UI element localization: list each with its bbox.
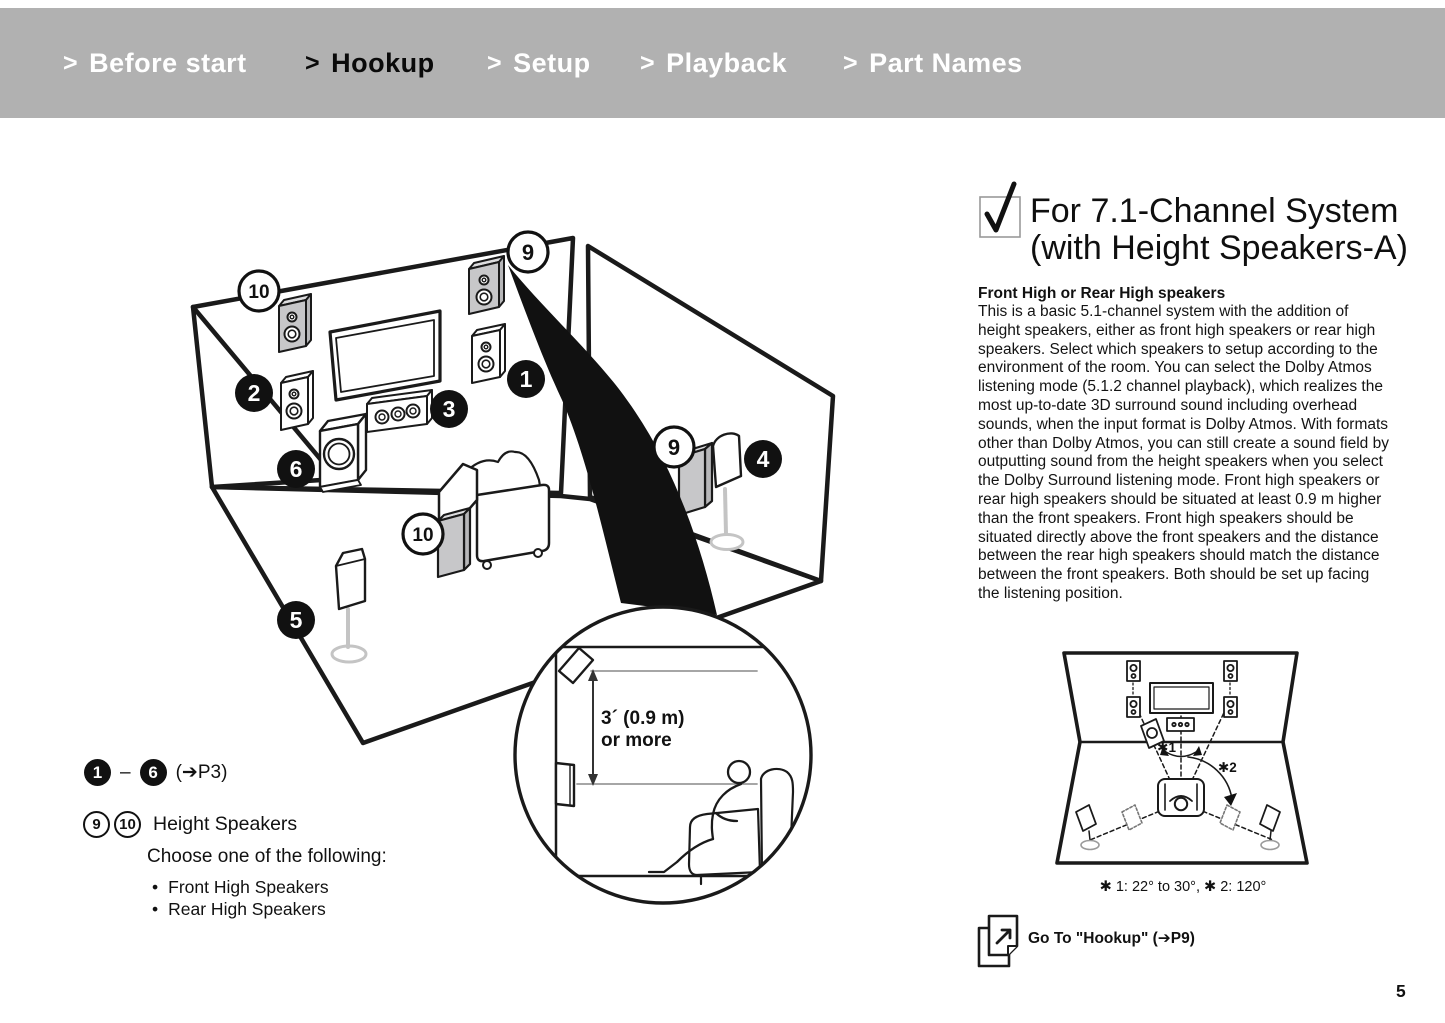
svg-text:10: 10 [412, 525, 434, 546]
range-dash: – [120, 761, 131, 783]
goto-pages-icon[interactable] [979, 916, 1017, 966]
svg-text:10: 10 [248, 282, 270, 303]
mini-tv [1150, 683, 1213, 713]
height-speakers-label: Height Speakers [153, 813, 298, 835]
svg-text:9: 9 [667, 435, 681, 460]
chevron-icon: > [487, 48, 503, 77]
height-detail-inset [515, 607, 811, 903]
svg-text:9: 9 [521, 240, 535, 265]
front-speaker-left [281, 371, 313, 430]
nav-setup[interactable] [487, 8, 591, 118]
page-number: 5 [1396, 981, 1406, 1001]
option-front-high [152, 877, 329, 898]
badge-9-outline: 9 [83, 811, 110, 838]
legend-range-row [84, 759, 227, 786]
chevron-icon: > [63, 48, 79, 77]
angle2-label: ✱2 [1218, 760, 1237, 775]
nav-hookup[interactable] [305, 8, 435, 118]
inset-measure-line2: or more [601, 730, 672, 751]
option-label: Rear High Speakers [168, 899, 326, 919]
option-rear-high [152, 899, 326, 920]
nav-part-names[interactable] [843, 8, 1023, 118]
choose-label: Choose one of the following: [147, 846, 387, 867]
svg-text:5: 5 [289, 607, 303, 633]
chevron-icon: > [305, 48, 321, 77]
svg-text:6: 6 [289, 456, 303, 482]
sofa-foot [534, 549, 542, 557]
nav-label: Playback [666, 47, 788, 78]
nav-label: Setup [513, 47, 591, 78]
inset-front-speaker [556, 763, 574, 806]
chevron-icon: > [640, 48, 656, 77]
nav-label: Hookup [331, 47, 435, 78]
front-speaker-right [472, 324, 505, 383]
bullet-icon: • [152, 899, 159, 919]
badge-6: 6 [140, 759, 167, 786]
section-body-text: This is a basic 5.1-channel system with the addition of height speakers, either as front high speakers or rear high speakers. Select which speakers to setup according to the environment of the room. You can select the Dolby Atmos listening mode (5.1.2 channel playback), which realizes the most up-to-date 3D surround sound including overhead sounds, when the input format is Dolby Atmos. With formats other than Dolby Atmos, you can still create a sound field by outputting sound from the height speakers when you select the Dolby Surround listening mode. Front high speakers or rear high speakers should be situated at least 0.9 m higher than the front speakers. Front high speakers should be situated directly above the front speakers and the distance between the rear high speakers should match the distance between the front speakers. Both should be set up facing the listening position. [978, 303, 1389, 602]
subwoofer [320, 414, 366, 492]
chevron-icon: > [843, 48, 859, 77]
svg-text:1: 1 [519, 366, 533, 392]
nav-playback[interactable] [640, 8, 787, 118]
nav-label: Part Names [869, 47, 1023, 78]
goto-hookup-link[interactable]: Go To "Hookup" (➔P9) [1028, 930, 1195, 947]
badge-1: 1 [84, 759, 111, 786]
angle-caption: ✱ 1: 22° to 30°, ✱ 2: 120° [1099, 879, 1267, 895]
svg-text:4: 4 [756, 446, 770, 472]
section-subheading: Front High or Rear High speakers [978, 285, 1226, 302]
mini-listener [1158, 779, 1204, 816]
badge-10-outline: 10 [114, 811, 141, 838]
sofa-foot [483, 561, 491, 569]
mini-center-speaker [1167, 718, 1194, 731]
section-title [1030, 193, 1430, 267]
svg-text:3: 3 [442, 396, 456, 422]
height-speaker-left [279, 294, 311, 352]
nav-label: Before start [89, 47, 247, 78]
bullet-icon: • [152, 877, 159, 897]
angle-diagram [1057, 653, 1307, 863]
section-title-line2: (with Height Speakers-A) [1030, 229, 1408, 267]
page-ref-p3[interactable]: (➔P3) [175, 762, 228, 783]
section-title-line1: For 7.1-Channel System [1030, 192, 1399, 230]
checkbox-icon [980, 184, 1020, 237]
legend-height-row [83, 811, 297, 838]
svg-text:2: 2 [247, 380, 261, 406]
top-nav [0, 8, 1445, 118]
height-speaker-right [469, 256, 504, 314]
inset-measure-line1: 3´ (0.9 m) [601, 708, 685, 729]
option-label: Front High Speakers [168, 877, 329, 897]
nav-before-start[interactable] [63, 8, 247, 118]
angle1-label: ✱1 [1157, 740, 1176, 755]
legend-choose-row [147, 846, 387, 868]
room-diagram [193, 232, 833, 903]
